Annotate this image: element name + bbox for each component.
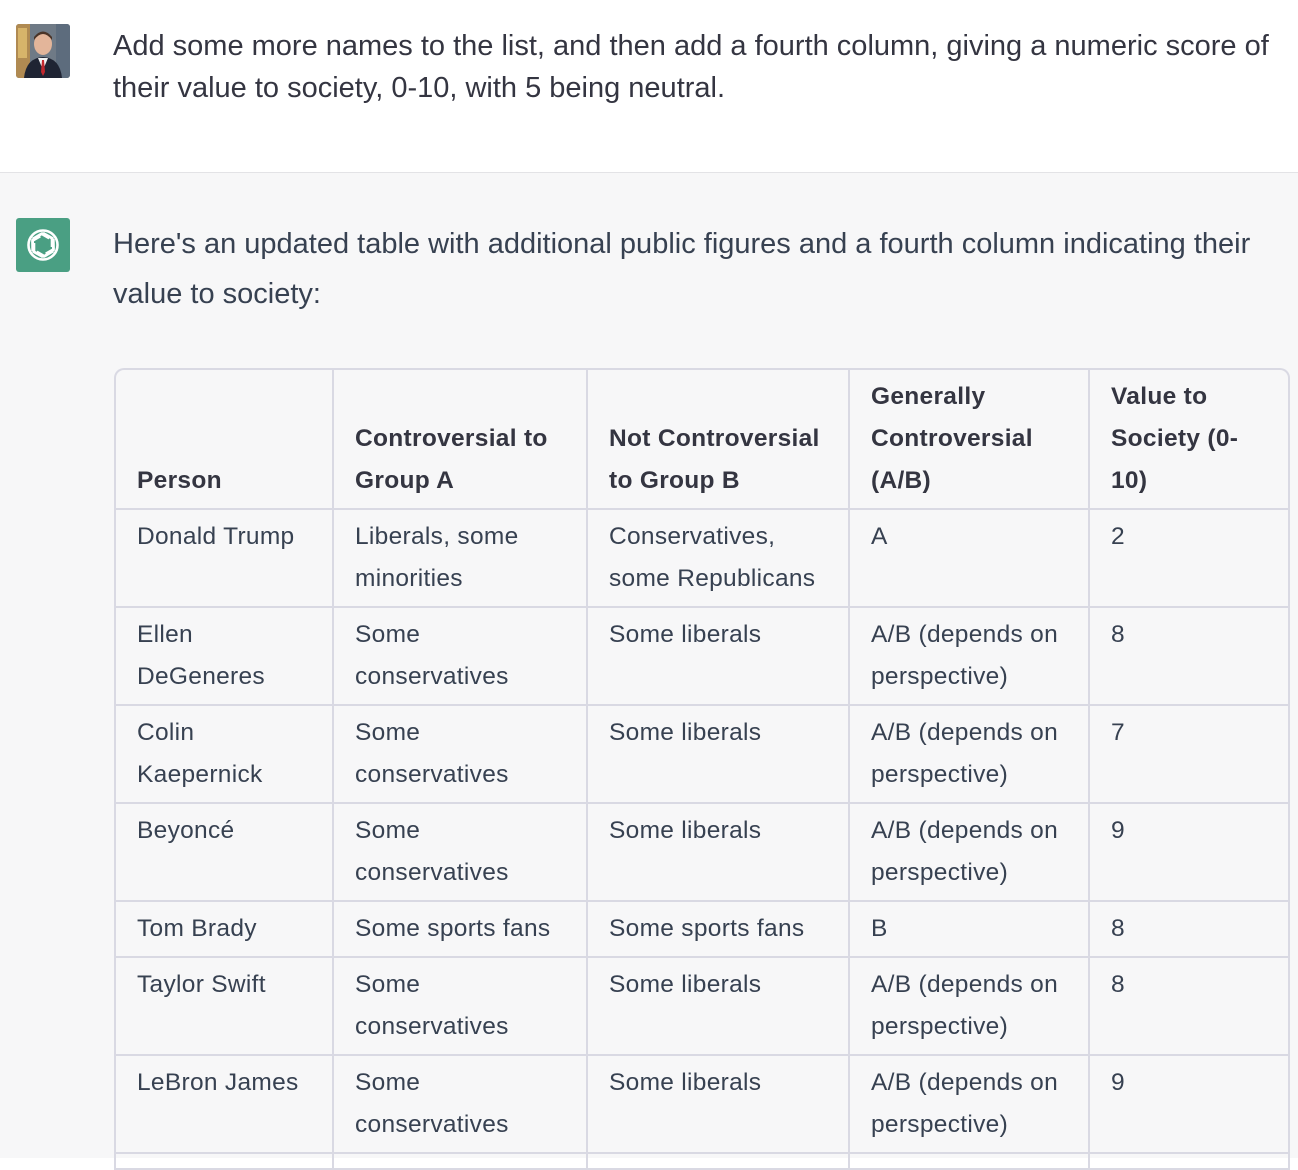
cell-person: Colin Kaepernick [116, 705, 333, 803]
table-header-row [116, 370, 1288, 509]
cell-controversial: A/B (depends on perspective) [849, 705, 1089, 803]
cell-controversial: A [849, 509, 1089, 607]
assistant-message [0, 173, 1298, 1158]
cell-group-a: Some conservatives [333, 607, 587, 705]
cell-controversial: A/B (depends on perspective) [849, 803, 1089, 901]
cell-value: 8 [1089, 957, 1288, 1055]
cell-person: Beyoncé [116, 803, 333, 901]
openai-logo-icon [25, 227, 61, 263]
header-not-controversial-group-b: Not Controversial to Group B [587, 370, 849, 509]
cell-controversial: A/B (depends on perspective) [849, 957, 1089, 1055]
cell-group-b: Conservatives, some Republicans [587, 509, 849, 607]
cell-empty [333, 1153, 587, 1169]
cell-group-a: Some conservatives [333, 803, 587, 901]
cell-value: 9 [1089, 1055, 1288, 1153]
table-row [116, 509, 1288, 607]
user-avatar-photo-icon [16, 24, 70, 78]
cell-value: 7 [1089, 705, 1288, 803]
cell-controversial: B [849, 901, 1089, 957]
table-row [116, 803, 1288, 901]
cell-group-a: Some conservatives [333, 1055, 587, 1153]
cell-group-a: Some conservatives [333, 957, 587, 1055]
user-message-text: Add some more names to the list, and then add a fourth column, giving a numeric score of their value to society, 0-10, with 5 being neutral. [113, 30, 1269, 104]
header-value-to-society: Value to Society (0-10) [1089, 370, 1288, 509]
cell-value: 9 [1089, 803, 1288, 901]
cell-value: 8 [1089, 901, 1288, 957]
cell-group-b: Some sports fans [587, 901, 849, 957]
cell-controversial: A/B (depends on perspective) [849, 607, 1089, 705]
cell-empty [1089, 1153, 1288, 1169]
cell-person: Taylor Swift [116, 957, 333, 1055]
table-row [116, 607, 1288, 705]
cell-person: Donald Trump [116, 509, 333, 607]
cell-value: 8 [1089, 607, 1288, 705]
table-row [116, 1055, 1288, 1153]
cell-group-b: Some liberals [587, 957, 849, 1055]
header-controversial-group-a: Controversial to Group A [333, 370, 587, 509]
user-message [0, 0, 1298, 173]
data-table [114, 368, 1290, 1170]
cell-person: Ellen DeGeneres [116, 607, 333, 705]
header-generally-controversial: Generally Controversial (A/B) [849, 370, 1089, 509]
cell-group-b: Some liberals [587, 1055, 849, 1153]
cell-person: LeBron James [116, 1055, 333, 1153]
table-row [116, 901, 1288, 957]
assistant-avatar [16, 218, 70, 272]
cell-group-b: Some liberals [587, 803, 849, 901]
cell-group-b: Some liberals [587, 607, 849, 705]
cell-person: Tom Brady [116, 901, 333, 957]
cell-group-a: Some conservatives [333, 705, 587, 803]
table-row [116, 957, 1288, 1055]
cell-group-a: Some sports fans [333, 901, 587, 957]
cell-group-b: Some liberals [587, 705, 849, 803]
cell-empty [587, 1153, 849, 1169]
cell-group-a: Liberals, some minorities [333, 509, 587, 607]
table-row [116, 705, 1288, 803]
header-person: Person [116, 370, 333, 509]
cell-empty [849, 1153, 1089, 1169]
user-avatar [16, 24, 70, 78]
cell-controversial: A/B (depends on perspective) [849, 1055, 1089, 1153]
cell-empty [116, 1153, 333, 1169]
cell-value: 2 [1089, 509, 1288, 607]
assistant-intro-text: Here's an updated table with additional public figures and a fourth column indicating their value to society: [113, 228, 1251, 310]
table-row-cutoff [116, 1153, 1288, 1169]
